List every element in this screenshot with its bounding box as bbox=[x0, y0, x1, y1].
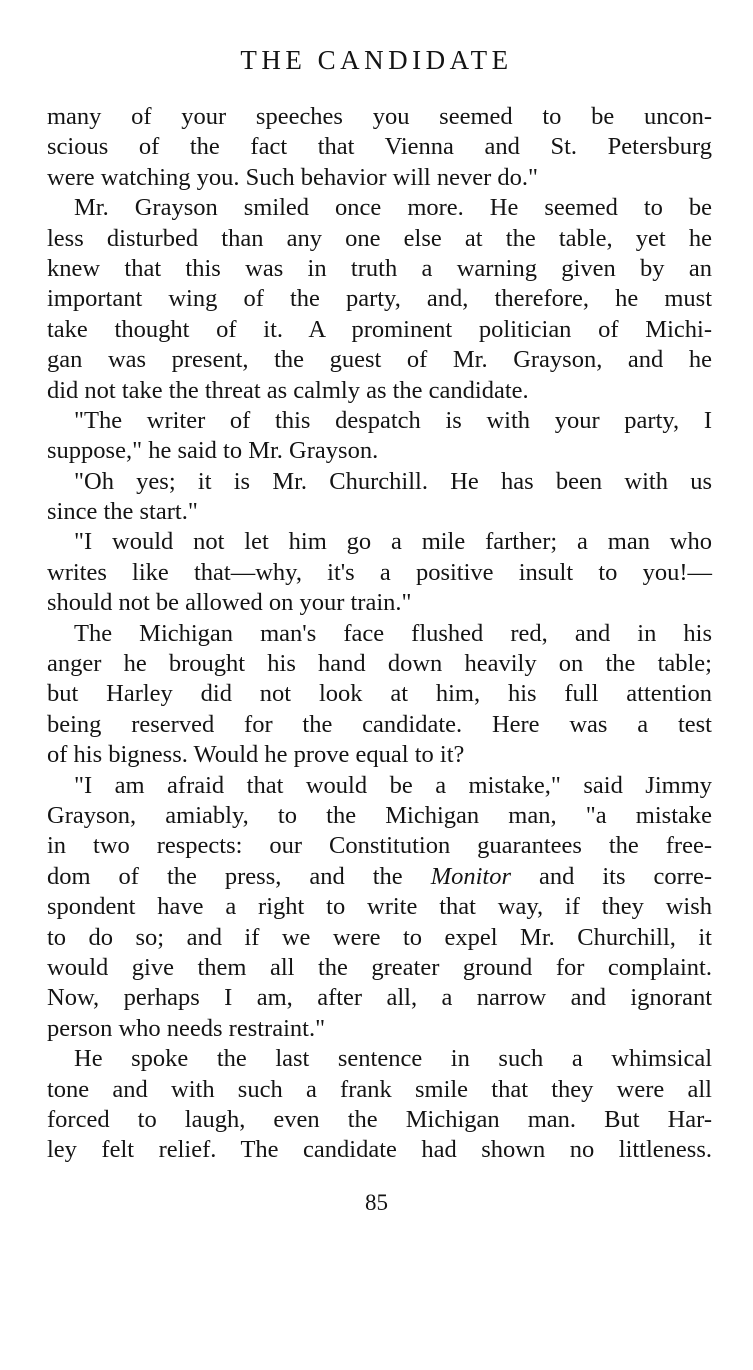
text-line: Now, perhaps I am, after all, a narrow and ignorant bbox=[47, 984, 712, 1012]
text-line: many of your speeches you seemed to be uncon- bbox=[47, 103, 712, 130]
text-line: important wing of the party, and, therefore, he must bbox=[47, 285, 712, 313]
text-line-segment: dom of the press, and the bbox=[47, 862, 431, 890]
text-line: since the start." bbox=[47, 498, 198, 526]
text-line-segment: and its corre- bbox=[511, 862, 712, 890]
text-line: ley felt relief. The candidate had shown no littleness. bbox=[47, 1136, 712, 1164]
page-number: 85 bbox=[365, 1190, 388, 1215]
text-line: but Harley did not look at him, his full attention bbox=[47, 680, 712, 708]
text-line bbox=[47, 862, 712, 892]
text-line: being reserved for the candidate. Here was a test bbox=[47, 710, 712, 738]
text-line: writes like that—why, it's a positive insult to you!— bbox=[47, 558, 712, 586]
text-line: The Michigan man's face flushed red, and in his bbox=[74, 619, 712, 647]
text-line: "Oh yes; it is Mr. Churchill. He has been with us bbox=[74, 467, 712, 495]
text-line: were watching you. Such behavior will never do." bbox=[47, 163, 539, 191]
text-line: forced to laugh, even the Michigan man. But Har- bbox=[47, 1105, 712, 1133]
body-text bbox=[47, 102, 712, 1166]
text-line: Mr. Grayson smiled once more. He seemed to be bbox=[74, 194, 712, 222]
text-line: Grayson, amiably, to the Michigan man, "a mistake bbox=[47, 801, 712, 829]
italic-title: Monitor bbox=[430, 862, 511, 890]
text-line: take thought of it. A prominent politician of Michi- bbox=[47, 315, 712, 343]
text-line: He spoke the last sentence in such a whimsical bbox=[74, 1045, 712, 1073]
text-line: suppose," he said to Mr. Grayson. bbox=[47, 437, 379, 465]
text-line: did not take the threat as calmly as the candidate. bbox=[47, 376, 529, 404]
text-line: "The writer of this despatch is with your party, I bbox=[74, 406, 712, 434]
text-line: knew that this was in truth a warning given by an bbox=[47, 254, 712, 282]
text-line: scious of the fact that Vienna and St. Petersburg bbox=[47, 133, 712, 161]
text-line: to do so; and if we were to expel Mr. Churchill, it bbox=[47, 923, 712, 951]
text-line: gan was present, the guest of Mr. Grayson, and he bbox=[47, 346, 712, 374]
text-line: "I would not let him go a mile farther; a man who bbox=[74, 528, 712, 556]
text-line: person who needs restraint." bbox=[47, 1014, 326, 1042]
text-line: "I am afraid that would be a mistake," said Jimmy bbox=[74, 771, 712, 799]
text-line: in two respects: our Constitution guarantees the free- bbox=[47, 832, 712, 860]
text-line: of his bigness. Would he prove equal to it? bbox=[47, 741, 465, 769]
running-head: THE CANDIDATE bbox=[240, 45, 513, 75]
text-line: anger he brought his hand down heavily on the table; bbox=[47, 650, 712, 678]
text-line: spondent have a right to write that way, if they wish bbox=[47, 893, 712, 921]
text-line: should not be allowed on your train." bbox=[47, 589, 412, 617]
text-line: less disturbed than any one else at the table, yet he bbox=[47, 224, 712, 252]
text-line: would give them all the greater ground for complaint. bbox=[47, 953, 712, 981]
text-line: tone and with such a frank smile that they were all bbox=[47, 1075, 712, 1103]
